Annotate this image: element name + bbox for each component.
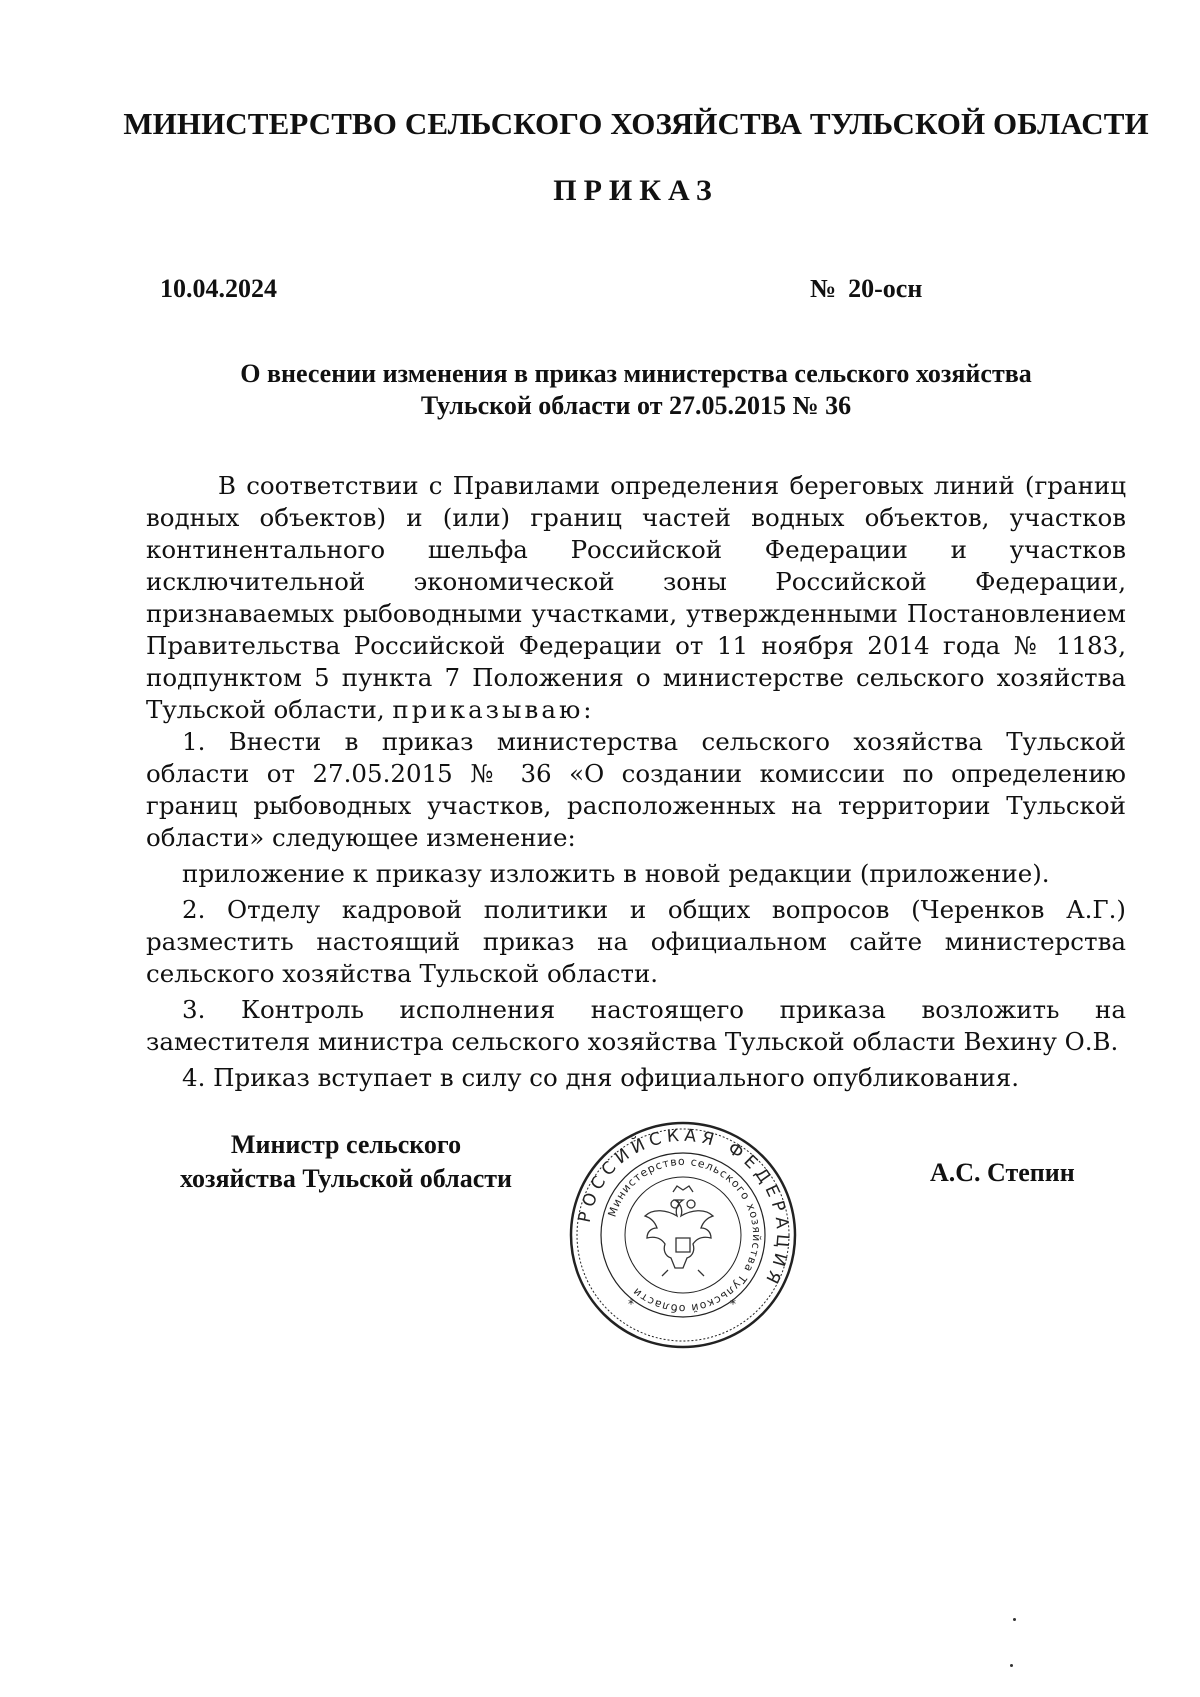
signatory-position	[146, 1128, 546, 1196]
position-line-2: хозяйства Тульской области	[180, 1164, 512, 1193]
ministry-header: МИНИСТЕРСТВО СЕЛЬСКОГО ХОЗЯЙСТВА ТУЛЬСКОЙ ОБЛАСТИ	[123, 106, 1149, 141]
subject-line-1: О внесении изменения в приказ министерства сельского хозяйства	[240, 359, 1032, 388]
scan-speck	[1010, 1664, 1013, 1667]
document-body	[146, 470, 1126, 1094]
item-1-sub: приложение к приказу изложить в новой редакции (приложение).	[182, 859, 1050, 888]
svg-text:*: *	[628, 1297, 634, 1311]
document-number	[810, 274, 922, 304]
intro-paragraph	[146, 470, 1126, 726]
order-word: приказываю:	[392, 695, 595, 724]
scan-speck	[1013, 1618, 1016, 1621]
item-4: 4. Приказ вступает в силу со дня официального опубликования.	[182, 1063, 1019, 1092]
number-value: 20-осн	[848, 274, 923, 303]
svg-text:Министерство сельского хозяйст	[606, 1155, 764, 1315]
seal-outer-text: РОССИЙСКАЯ ФЕДЕРАЦИЯ	[574, 1125, 793, 1291]
item-2: 2. Отделу кадровой политики и общих вопросов (Черенков А.Г.) разместить настоящий приказ на официальном сайте министерства сельского хозяйства Тульской области.	[146, 895, 1126, 988]
seal-inner-text: Министерство сельского хозяйства Тульской области	[605, 1154, 764, 1316]
item-3: 3. Контроль исполнения настоящего приказа возложить на заместителя министра сельского хозяйства Тульской области Вехину О.В.	[146, 995, 1126, 1056]
document-type: ПРИКАЗ	[553, 174, 719, 207]
subject-line-2: Тульской области от 27.05.2015 № 36	[420, 391, 852, 420]
eagle-emblem-icon	[645, 1186, 713, 1276]
number-sign: №	[810, 274, 837, 303]
item-1: 1. Внести в приказ министерства сельского хозяйства Тульской области от 27.05.2015 № 36 «О создании комиссии по определению границ рыбоводных участков, расположенных на территории Тульской области» следующее изменение:	[146, 727, 1126, 852]
official-seal	[568, 1120, 798, 1350]
intro-text: В соответствии с Правилами определения береговых линий (границ водных объектов) и (или) границ частей водных объектов, участков континентального шельфа Российской Федерации и участков исключительной экономической зоны Российской Федерации, признаваемых рыбоводными участками, утвержденными Постановлением Правительства Российской Федерации от 11 ноября 2014 года № 1183, подпунктом 5 пункта 7 Положения о министерстве сельского хозяйства Тульской области,	[146, 471, 1126, 724]
position-line-1: Министр сельского	[230, 1130, 462, 1159]
signatory-name: А.С. Степин	[930, 1158, 1075, 1187]
document-subject	[146, 358, 1126, 422]
svg-text:*: *	[730, 1297, 736, 1311]
document-date: 10.04.2024	[160, 274, 277, 303]
